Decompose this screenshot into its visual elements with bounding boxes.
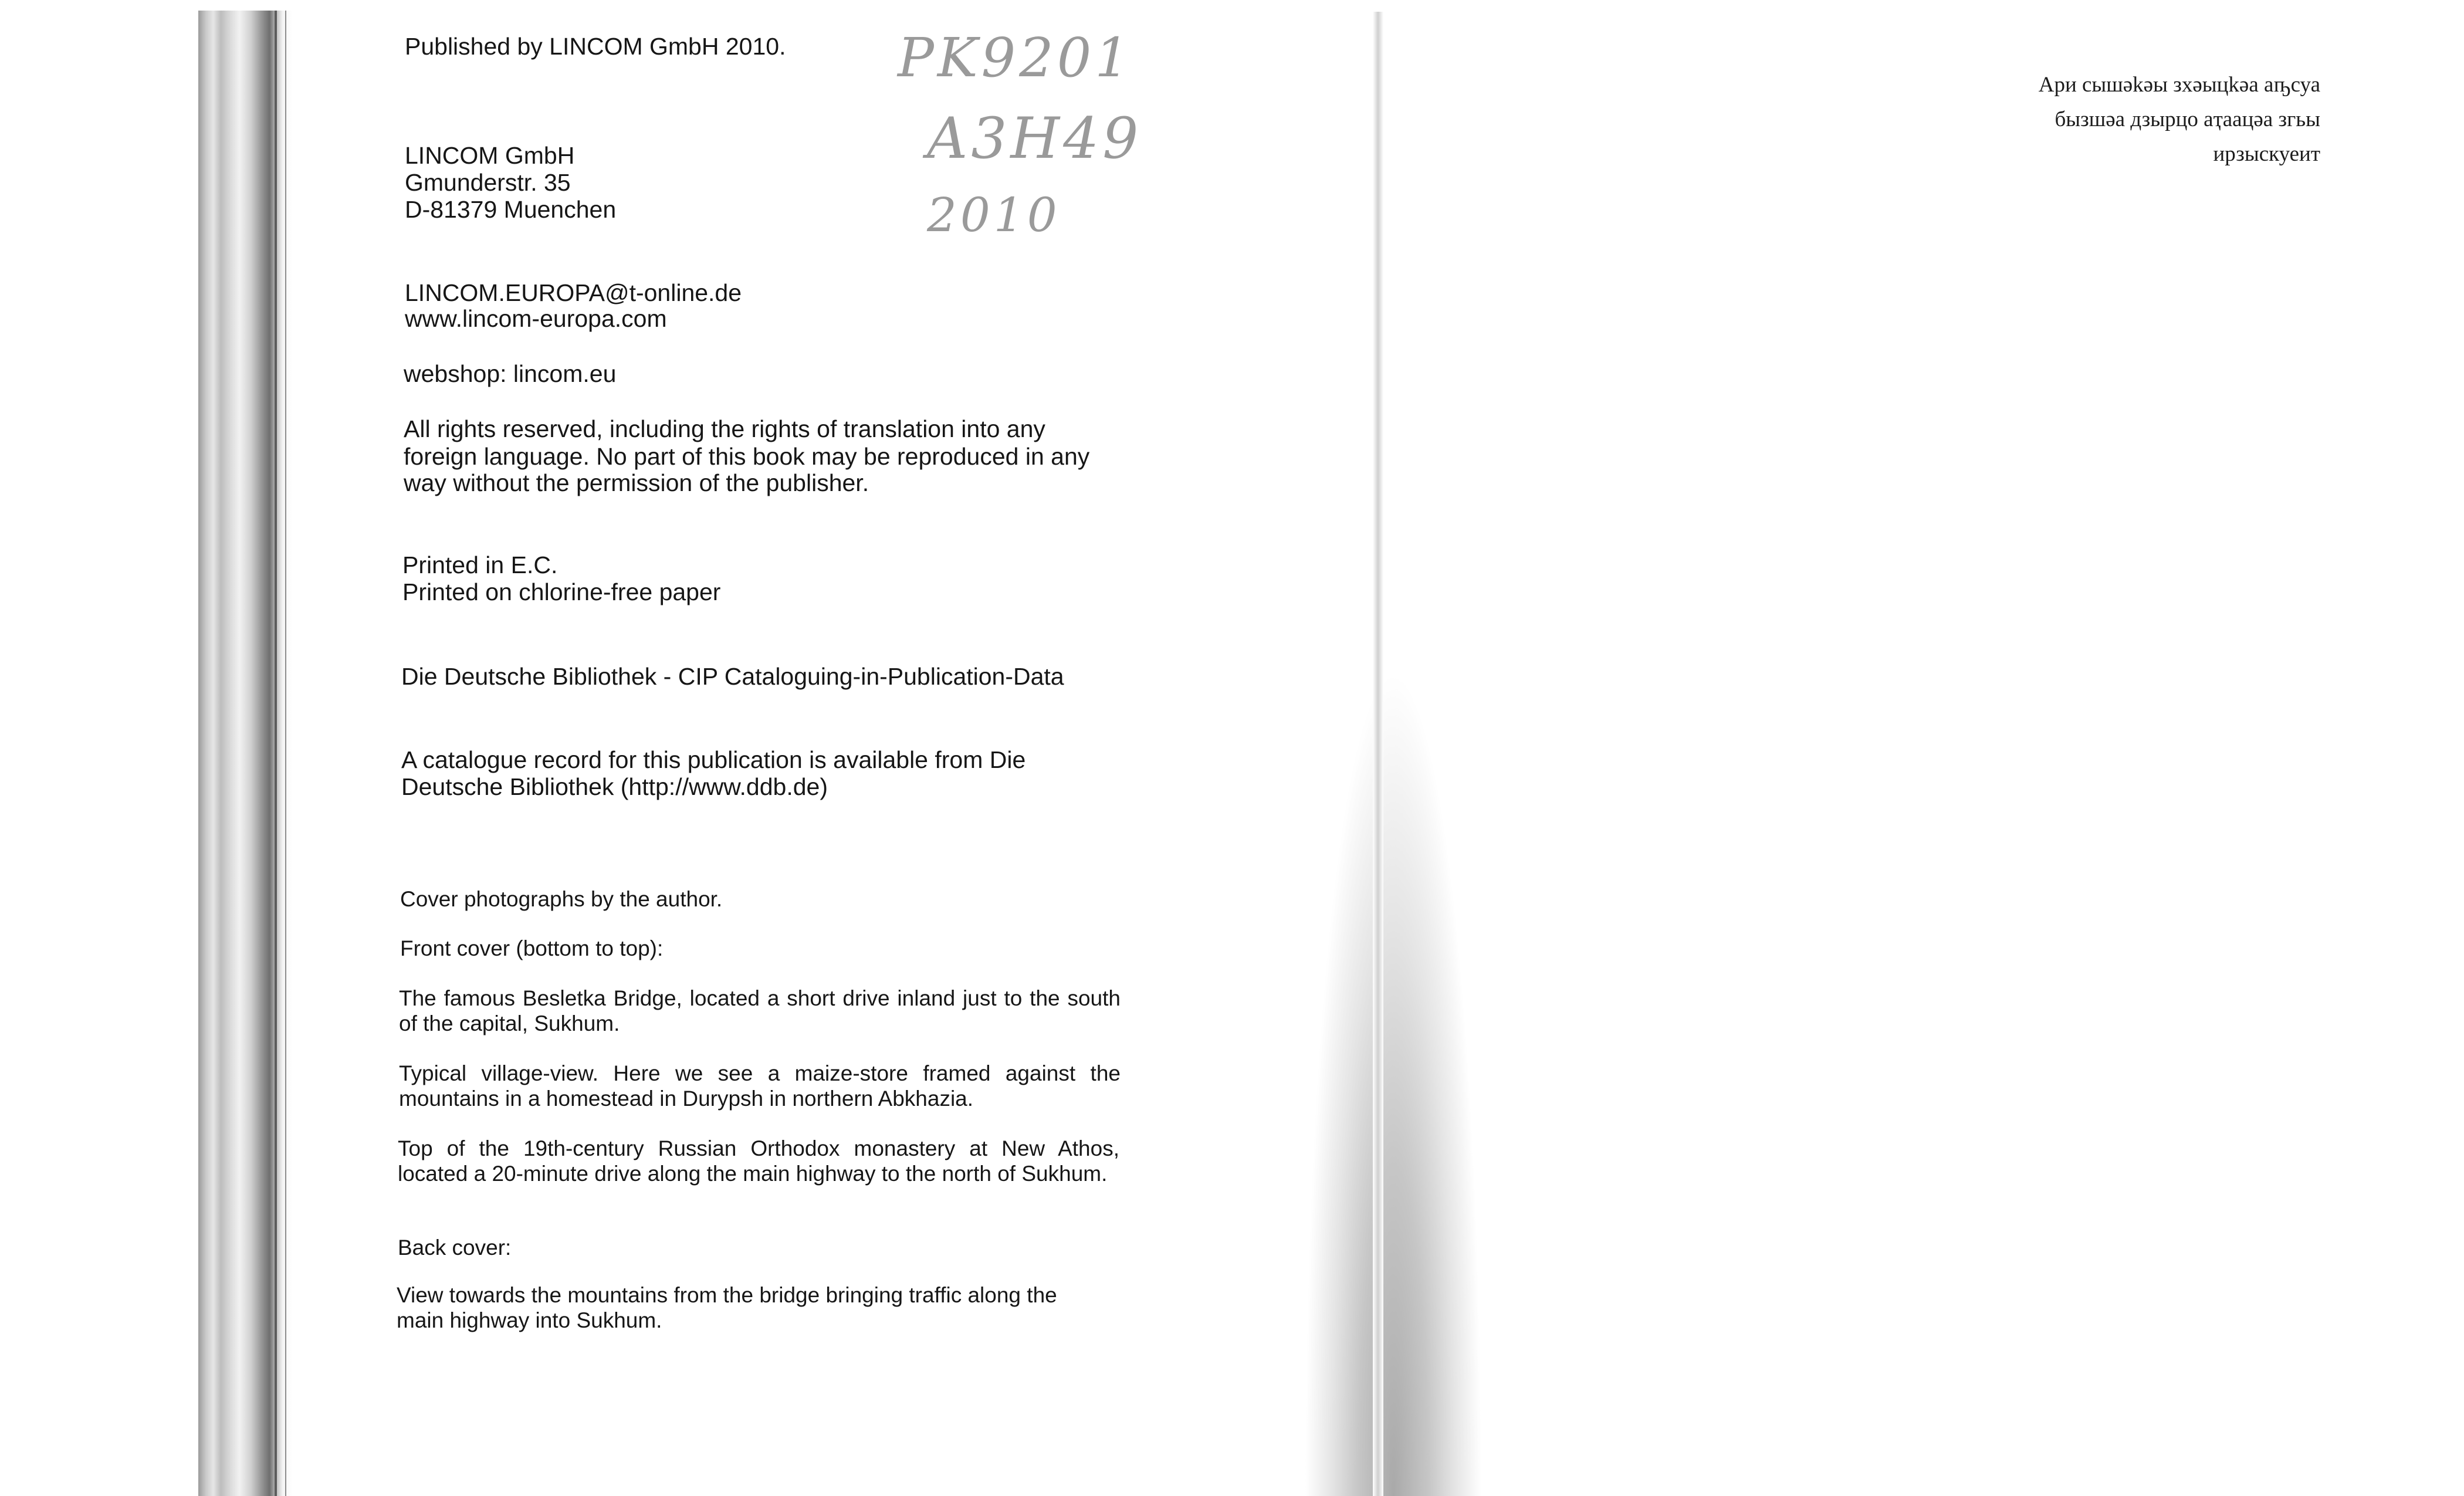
website-text: www.lincom-europa.com bbox=[405, 305, 667, 332]
epigraph-line: бызшәа дзырцо аҭаацәа згьы bbox=[2055, 107, 2320, 131]
front-cover-heading: Front cover (bottom to top): bbox=[400, 936, 664, 960]
spine-edge-line bbox=[285, 11, 286, 1496]
handwritten-line: PK9201 bbox=[898, 26, 1133, 89]
catalogue-line: A catalogue record for this publication is available from Die bbox=[401, 746, 1026, 773]
address-line: Gmunderstr. 35 bbox=[405, 169, 571, 196]
book-spine-shadow bbox=[198, 11, 292, 1496]
gutter-fold bbox=[1373, 12, 1383, 1496]
webshop-text: webshop: lincom.eu bbox=[404, 360, 617, 387]
handwritten-line: 2010 bbox=[927, 188, 1061, 242]
spine-edge-line bbox=[275, 11, 277, 1496]
rights-line: way without the permission of the publisher. bbox=[404, 469, 869, 496]
cover-credit: Cover photographs by the author. bbox=[400, 887, 723, 911]
rights-line: foreign language. No part of this book may be reproduced in any bbox=[404, 443, 1090, 470]
handwritten-line: A3H49 bbox=[927, 106, 1142, 171]
back-cover-item: View towards the mountains from the bridge bringing traffic along the main highway into Sukhum. bbox=[397, 1283, 1057, 1332]
front-cover-item: The famous Besletka Bridge, located a short drive inland just to the south of the capital, Sukhum. bbox=[399, 986, 1121, 1035]
back-cover-heading: Back cover: bbox=[398, 1236, 512, 1260]
printed-line: Printed in E.C. bbox=[402, 551, 558, 578]
cip-heading: Die Deutsche Bibliothek - CIP Cataloguing-in-Publication-Data bbox=[401, 663, 1064, 690]
address-line: D-81379 Muenchen bbox=[405, 196, 617, 223]
published-line: Published by LINCOM GmbH 2010. bbox=[405, 33, 786, 60]
email-text: LINCOM.EUROPA@t-online.de bbox=[405, 279, 742, 306]
epigraph-line: ирзыскуеит bbox=[2213, 142, 2320, 166]
front-cover-item: Typical village-view. Here we see a maize-store framed against the mountains in a homestead in Durypsh in northern Abkhazia. bbox=[399, 1061, 1121, 1111]
epigraph-line: Ари сышәkәы зхәыцkәа аҧсуа bbox=[2038, 73, 2320, 97]
address-line: LINCOM GmbH bbox=[405, 142, 575, 169]
catalogue-line: Deutsche Bibliothek (http://www.ddb.de) bbox=[401, 773, 828, 800]
dedication-epigraph bbox=[1957, 67, 2320, 171]
front-cover-item: Top of the 19th-century Russian Orthodox monastery at New Athos, located a 20-minute drive along the main highway to the north of Sukhum. bbox=[398, 1136, 1119, 1186]
rights-line: All rights reserved, including the rights of translation into any bbox=[404, 415, 1045, 442]
gutter-shadow bbox=[1291, 0, 1525, 1496]
printed-line: Printed on chlorine-free paper bbox=[402, 578, 721, 605]
